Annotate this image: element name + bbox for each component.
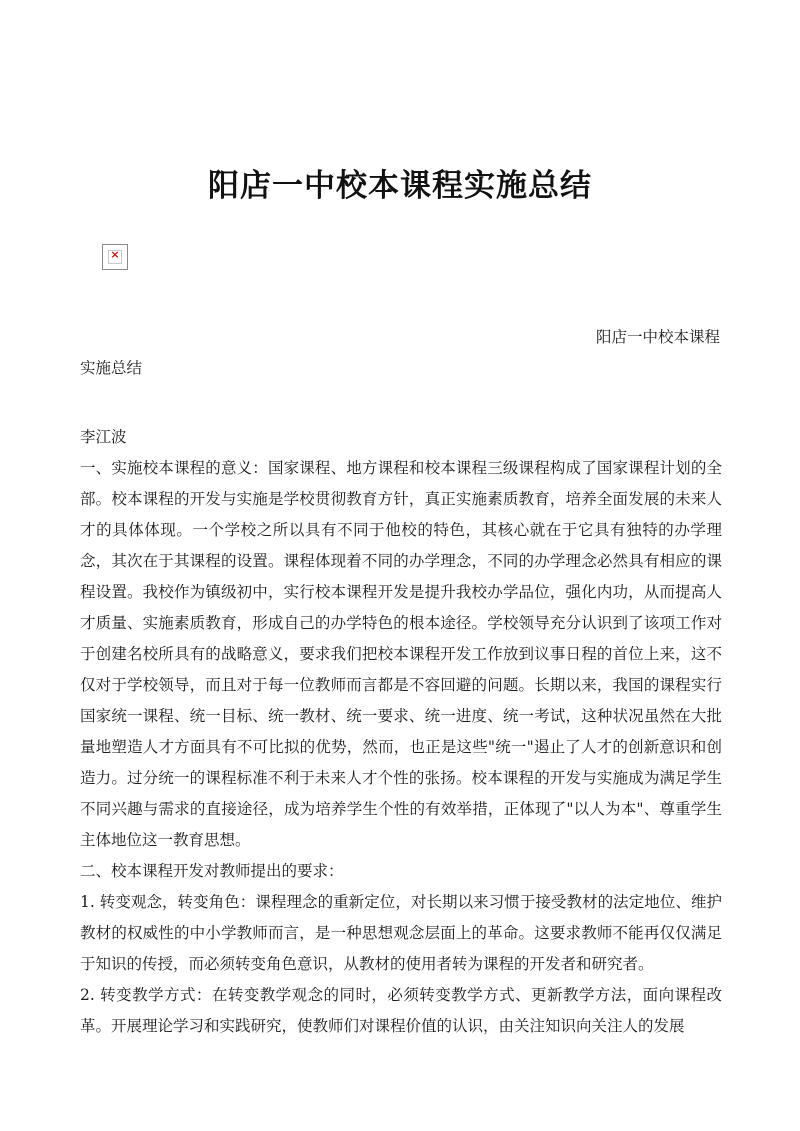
author-name: 李江波 <box>80 428 127 446</box>
image-placeholder-frame <box>108 250 122 264</box>
paragraph-change-teaching: 2. 转变教学方式：在转变教学观念的同时，必须转变教学方式、更新教学方法，面向课程改革。开展理论学习和实践研究，使教师们对课程价值的认识，由关注知识向关注人的发展 <box>80 986 722 1035</box>
document-title: 阳店一中校本课程实施总结 <box>208 168 592 204</box>
paragraph-significance: 一、实施校本课程的意义：国家课程、地方课程和校本课程三级课程构成了国家课程计划的全部。校本课程的开发与实施是学校贯彻教育方针，真正实施素质教育，培养全面发展的未来人才的具体体现。一个学校之所以具有不同于他校的特色，其核心就在于它具有独特的办学理念，其次在于其课程的设置。课程体现着不同的办学理念，不同的办学理念必然具有相应的课程设置。我校作为镇级初中，实行校本课程开发是提升我校办学品位，强化内功，从而提高人才质量、实施素质教育，形成自己的办学特色的根本途径。学校领导充分认识到了该项工作对于创建名校所具有的战略意义，要求我们把校本课程开发工作放到议事日程的首位上来，这不仅对于学校领导，而且对于每一位教师而言都是不容回避的问题。长期以来，我国的课程实行国家统一课程、统一目标、统一教材、统一要求、统一进度、统一考试，这种状况虽然在大批量地塑造人才方面具有不可比拟的优势，然而，也正是这些"统一"遏止了人才的创新意识和创造力。过分统一的课程标准不利于未来人才个性的张扬。校本课程的开发与实施成为满足学生不同兴趣与需求的直接途径，成为培养学生个性的有效举措，正体现了"以人为本"、尊重学生主体地位这一教育思想。 <box>80 459 722 849</box>
caption-line-1: 阳店一中校本课程 <box>595 328 720 346</box>
paragraph-change-concepts: 1. 转变观念，转变角色：课程理念的重新定位，对长期以来习惯于接受教材的法定地位、维护教材的权威性的中小学教师而言，是一种思想观念层面上的革命。这要求教师不能再仅仅满足于知识的传授，而必须转变角色意识，从教材的使用者转为课程的开发者和研究者。 <box>80 893 722 973</box>
broken-image-icon <box>102 244 128 270</box>
caption-line-2: 实施总结 <box>80 359 143 377</box>
image-error-x-icon: × <box>110 248 120 261</box>
paragraph-section-two-heading: 二、校本课程开发对教师提出的要求： <box>80 862 344 880</box>
document-body <box>80 453 722 1042</box>
